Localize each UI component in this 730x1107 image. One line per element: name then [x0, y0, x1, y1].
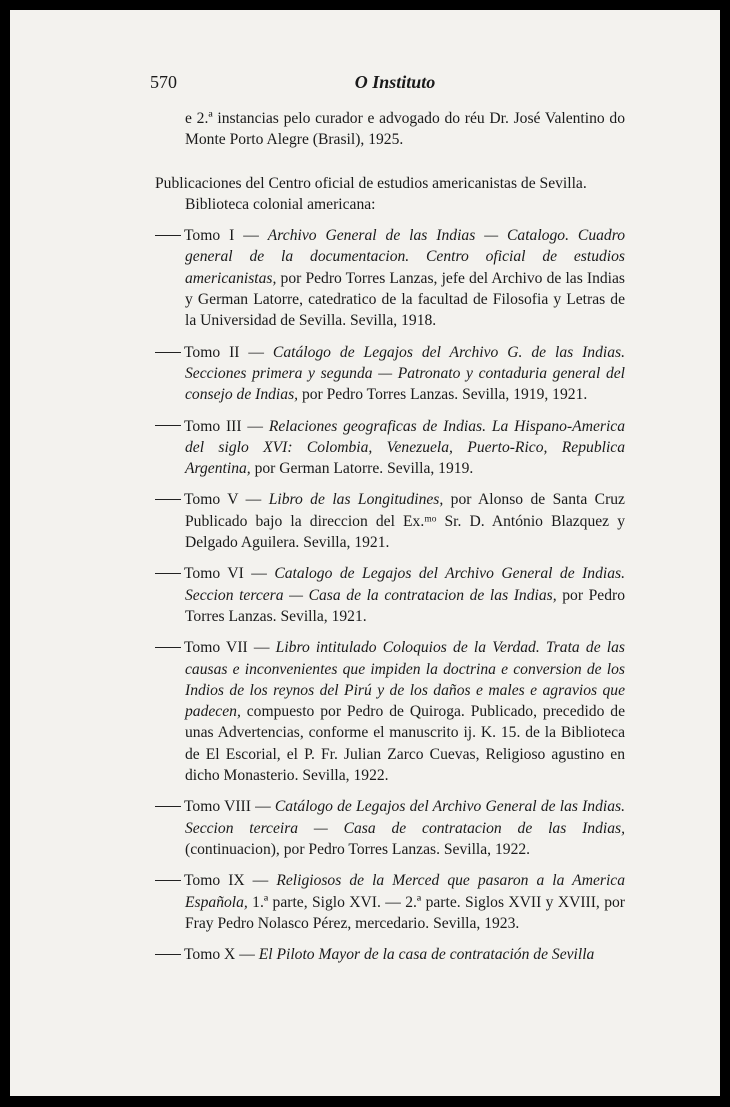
- page-header: [150, 72, 640, 96]
- entry-details: compuesto por Pedro de Quiroga. Publicado, precedido de unas Advertencias, conforme el manuscrito ij. K. 15. de la Biblioteca de El Escorial, el P. Fr. Julian Zarco Cuevas, Religioso agustino en dicho Monasterio. Sevilla, 1922.: [185, 703, 625, 785]
- entry-volume: Tomo X —: [184, 946, 259, 964]
- page-number: 570: [150, 72, 177, 92]
- entry-title: Catalogo de Legajos del Archivo General de Indias. Seccion tercera — Casa de la contratacion de las Indias,: [185, 565, 625, 604]
- em-dash-rule: [155, 235, 181, 236]
- book-page: [10, 10, 720, 1096]
- entry-title: Relaciones geograficas de Indias. La Hispano-America del siglo XVI: Colombia, Venezuela, Puerto-Rico, Republica Argentina,: [185, 417, 625, 478]
- continuation-paragraph: e 2.ª instancias pelo curador e advogado do réu Dr. José Valentino do Monte Porto Alegre (Brasil), 1925.: [185, 110, 625, 149]
- entry-title: Catálogo de Legajos del Archivo G. de las Indias. Secciones primera y segunda — Patronato y contaduria general del consejo de Indias,: [185, 343, 625, 404]
- entry-volume: Tomo VII —: [184, 639, 276, 657]
- entry-details: por German Latorre. Sevilla, 1919.: [250, 460, 474, 478]
- entry-title: Libro de las Longitudines,: [268, 491, 444, 509]
- intro-line-1: Publicaciones del Centro oficial de estudios americanistas de Sevilla.: [155, 174, 587, 192]
- entry-title: Religiosos de la Merced que pasaron a la America Española,: [185, 872, 626, 911]
- catalog-entry: [155, 489, 625, 553]
- em-dash-rule: [155, 647, 181, 648]
- entry-volume: Tomo VI —: [184, 565, 275, 583]
- entry-volume: Tomo IX —: [184, 872, 277, 890]
- catalog-entry: [155, 637, 625, 786]
- entry-volume: Tomo V —: [184, 491, 269, 509]
- em-dash-rule: [155, 499, 181, 500]
- entry-title: Libro intitulado Coloquios de la Verdad. Trata de las causas e inconvenientes que impiden la doctrina e conversion de los Indios de los reynos del Pirú y de los daños e males e agravios que padecen,: [185, 639, 625, 721]
- entry-details: por Pedro Torres Lanzas. Sevilla, 1919, 1921.: [298, 386, 588, 404]
- entry-volume: Tomo I —: [184, 227, 268, 245]
- em-dash-rule: [155, 880, 181, 881]
- entry-title: Catálogo de Legajos del Archivo General de las Indias. Seccion terceira — Casa de contratacion de las Indias,: [185, 798, 625, 837]
- em-dash-rule: [155, 352, 181, 353]
- em-dash-rule: [155, 954, 181, 955]
- entry-title: El Piloto Mayor de la casa de contratación de Sevilla: [258, 946, 595, 964]
- entry-details: por Pedro Torres Lanzas. Sevilla, 1921.: [185, 586, 625, 625]
- catalog-entry: [155, 870, 625, 934]
- catalog-entry: [155, 225, 625, 331]
- entry-title: Archivo General de las Indias — Catalogo. Cuadro general de la documentacion. Centro oficial de estudios americanistas,: [185, 227, 625, 287]
- section-intro: [155, 173, 625, 216]
- em-dash-rule: [155, 806, 181, 807]
- entry-details: por Alonso de Santa Cruz Publicado bajo la direccion del Ex.ᵐᵒ Sr. D. António Blazquez y Delgado Aguilera. Sevilla, 1921.: [185, 491, 625, 552]
- em-dash-rule: [155, 573, 181, 574]
- catalog-entry: [155, 944, 625, 965]
- entry-volume: Tomo VIII —: [184, 798, 275, 816]
- catalog-entry: [155, 342, 625, 406]
- page-body: [155, 108, 625, 965]
- catalog-entry: [155, 796, 625, 860]
- entry-details: por Pedro Torres Lanzas, jefe del Archivo de las Indias y German Latorre, catedratico de la facultad de Filosofia y Letras de la Universidad de Sevilla. Sevilla, 1918.: [185, 269, 625, 330]
- intro-line-2: Biblioteca colonial americana:: [185, 195, 376, 213]
- entry-details: 1.ª parte, Siglo XVI. — 2.ª parte. Siglos XVII y XVIII, por Fray Pedro Nolasco Pérez, mercedario. Sevilla, 1923.: [185, 893, 625, 932]
- entry-volume: Tomo III —: [184, 417, 269, 435]
- catalog-entry: [155, 563, 625, 627]
- entry-details: (continuacion), por Pedro Torres Lanzas. Sevilla, 1922.: [185, 840, 531, 858]
- em-dash-rule: [155, 425, 181, 426]
- catalog-entry: [155, 416, 625, 480]
- entry-volume: Tomo II —: [184, 343, 273, 361]
- running-title: O Instituto: [354, 72, 436, 92]
